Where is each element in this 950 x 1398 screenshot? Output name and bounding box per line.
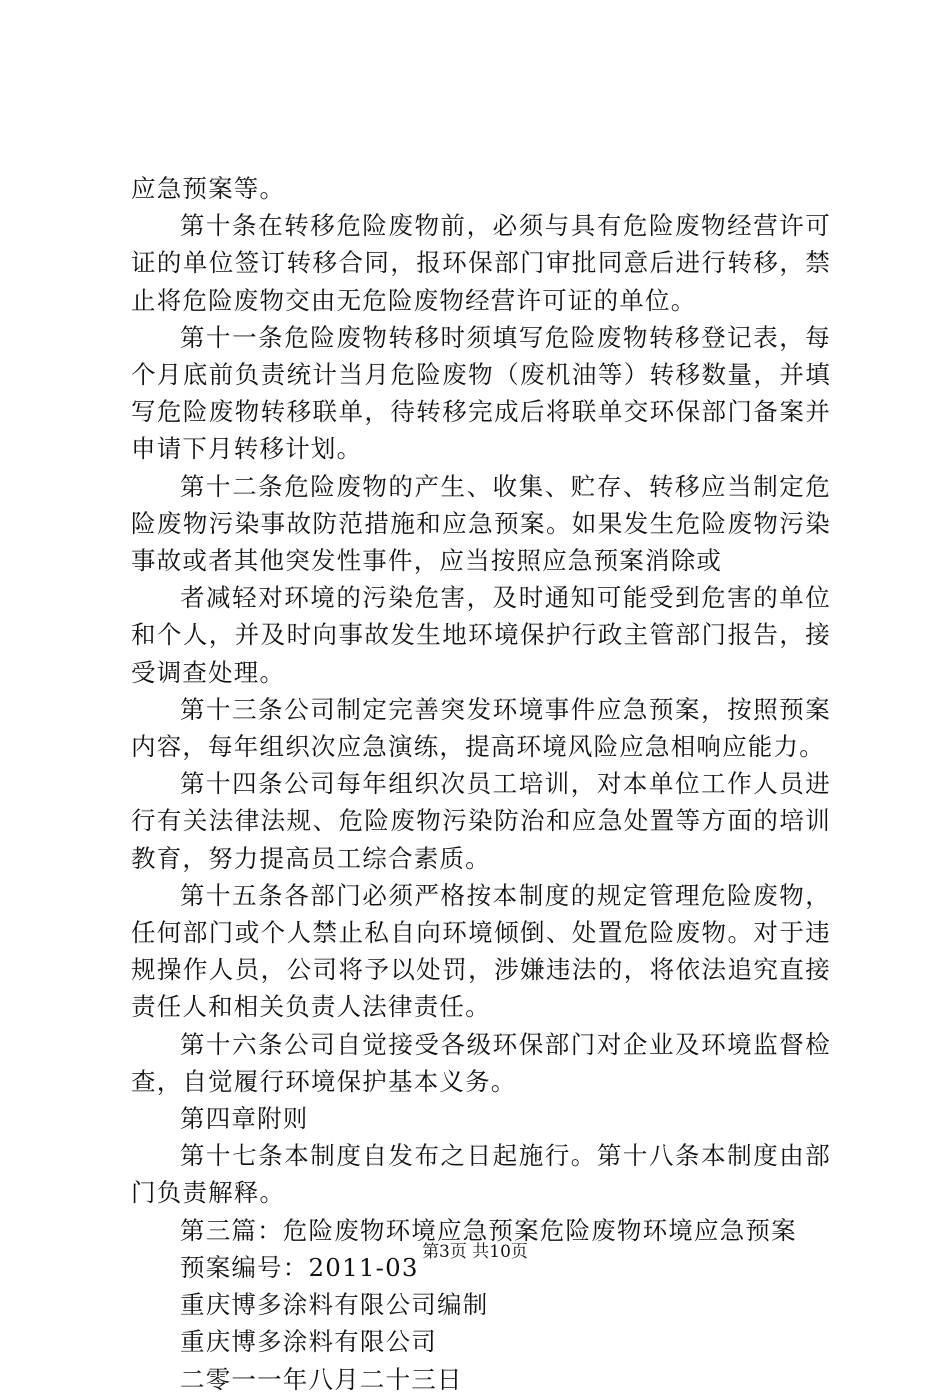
document-body [131, 170, 831, 1398]
page-footer: 第3页 共10页 [422, 1242, 528, 1262]
article-16: 第十六条公司自觉接受各级环保部门对企业及环境监督检查，自觉履行环境保护基本义务。 [131, 1029, 831, 1096]
article-11: 第十一条危险废物转移时须填写危险废物转移登记表，每个月底前负责统计当月危险废物（废机油等）转移数量，并填写危险废物转移联单，待转移完成后将联单交环保部门备案并申请下月转移计划。 [131, 322, 831, 464]
article-12-continued: 者减轻对环境的污染危害，及时通知可能受到危害的单位和个人，并及时向事故发生地环境保护行政主管部门报告，接受调查处理。 [131, 583, 831, 687]
article-15: 第十五条各部门必须严格按本制度的规定管理危险废物，任何部门或个人禁止私自向环境倾倒、处置危险废物。对于违规操作人员，公司将予以处罚，涉嫌违法的，将依法追究直接责任人和相关负责人法律责任。 [131, 880, 831, 1022]
article-14: 第十四条公司每年组织次员工培训，对本单位工作人员进行有关法律法规、危险废物污染防治和应急处置等方面的培训教育，努力提高员工综合素质。 [131, 769, 831, 873]
article-17: 第十七条本制度自发布之日起施行。第十八条本制度由部门负责解释。 [131, 1141, 831, 1208]
paragraph-continuation: 应急预案等。 [131, 174, 286, 203]
compiled-by: 重庆博多涂料有限公司编制 [180, 1290, 489, 1320]
part-title: 第三篇：危险废物环境应急预案危险废物环境应急预案 [180, 1215, 797, 1245]
article-12: 第十二条危险废物的产生、收集、贮存、转移应当制定危险废物污染事故防范措施和应急预案。如果发生危险废物污染事故或者其他突发性事件，应当按照应急预案消除或 [131, 471, 831, 576]
article-10: 第十条在转移危险废物前，必须与具有危险废物经营许可证的单位签订转移合同，报环保部门审批同意后进行转移，禁止将危险废物交由无危险废物经营许可证的单位。 [131, 211, 831, 315]
plan-number: 预案编号：2011-03 [180, 1252, 419, 1282]
company-name: 重庆博多涂料有限公司 [180, 1327, 437, 1357]
article-13: 第十三条公司制定完善突发环境事件应急预案，按照预案内容，每年组织次应急演练，提高环境风险应急相响应能力。 [131, 694, 831, 762]
chapter-heading: 第四章附则 [180, 1104, 309, 1134]
document-date: 二零一一年八月二十三日 [180, 1364, 463, 1394]
